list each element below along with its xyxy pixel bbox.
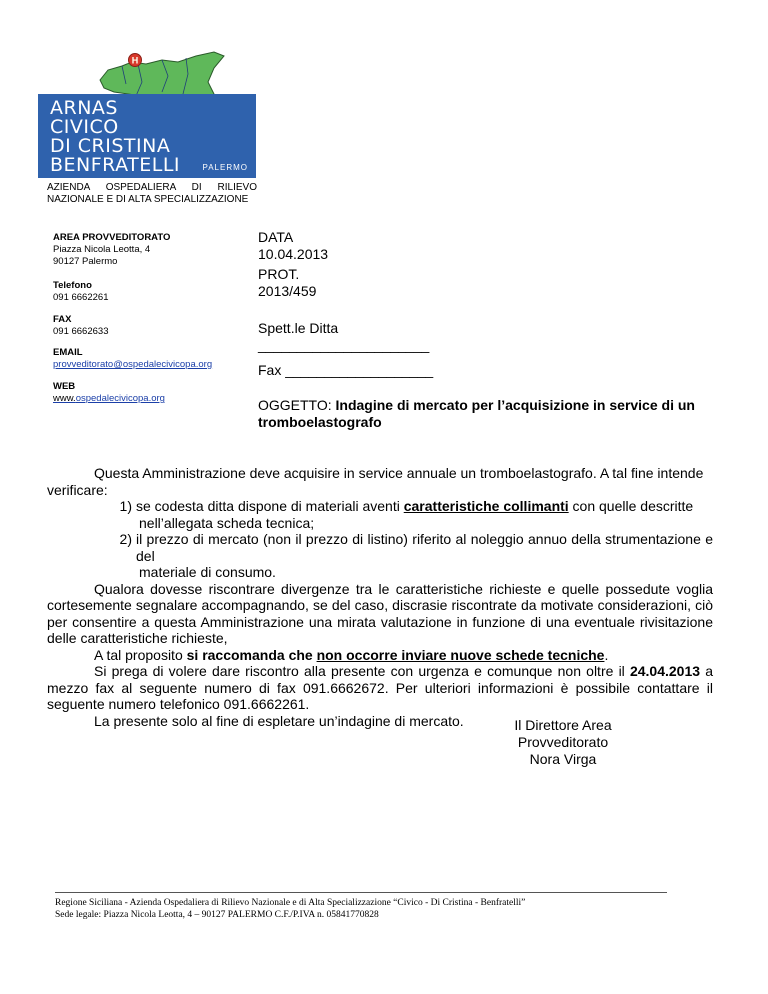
item2-cont: materiale di consumo. [139,564,276,580]
oggetto-block [258,397,718,431]
arnas-logo [38,42,256,178]
web-label: WEB [53,381,76,392]
item1-text: se codesta ditta dispone di materiali aventi [136,498,404,514]
item1-text-end: con quelle descritte [568,498,694,514]
item1-emphasis: caratteristiche collimanti [403,498,569,514]
intro-line: Questa Amministrazione deve acquisire in service annuale un tromboelastografo. A tal fine intende [94,465,704,481]
spett-line: ______________________ [258,337,430,353]
p3-underlined: non occorre inviare nuove schede tecniche [316,646,605,663]
contact-fax [53,314,108,338]
deadline-date: 24.04.2013 [629,663,701,679]
area-title: AREA PROVVEDITORATO [53,232,171,243]
p3-post: . [604,646,609,663]
telefono-label: Telefono [53,280,92,291]
footer [55,897,525,921]
prot-block [258,266,316,300]
oggetto-text-2: tromboelastografo [258,414,382,430]
footer-divider [55,892,667,893]
fax-label: FAX [53,314,72,325]
signature-title: Il Direttore Area Provveditorato [514,717,612,750]
oggetto-label: OGGETTO: [258,397,336,413]
data-label: DATA [258,229,294,245]
p3-bold: si raccomanda che [186,646,317,663]
p3-pre: A tal proposito [94,646,187,663]
sicily-map-icon [38,42,256,102]
prot-label: PROT. [258,266,300,282]
web-link[interactable] [53,393,165,405]
logo-line-2: CIVICO [50,116,119,138]
logo-banner [38,94,256,178]
list-item-2 [47,531,713,581]
item1-cont: nell’allegata scheda tecnica; [139,514,315,531]
spett-label: Spett.le Ditta [258,320,339,336]
footer-line-1: Regione Siciliana - Azienda Ospedaliera di Rilievo Nazionale e di Alta Specializzazione “Civico - Di Cristina - Benfratelli” [55,898,526,908]
list-num-2: 2) [119,531,132,547]
paragraph-riscontro [47,663,713,713]
azienda-line-2: NAZIONALE E DI ALTA SPECIALIZZAZIONE [47,194,249,205]
p4-pre: Si prega di volere dare riscontro alla presente con urgenza e comunque non oltre il [94,663,630,679]
paragraph-raccomanda [47,647,713,664]
address-line-1: Piazza Nicola Leotta, 4 [53,244,151,255]
oggetto-text: Indagine di mercato per l’acquisizione in service di un [335,397,695,413]
paragraph-closing: La presente solo al fine di espletare un’indagine di mercato. [94,712,464,729]
fax-value: 091 6662633 [53,326,109,337]
data-value: 10.04.2013 [258,246,329,262]
logo-line-4: BENFRATELLI [50,154,181,176]
date-block [258,229,328,263]
prot-value: 2013/459 [258,283,317,299]
intro-cont: verificare: [47,481,108,498]
item2-text: il prezzo di mercato (non il prezzo di listino) riferito al noleggio annuo della strumentazione e del [136,531,713,564]
logo-line-3: DI CRISTINA [50,135,171,157]
telefono-value: 091 6662261 [53,292,109,303]
address-line-2: 90127 Palermo [53,256,118,267]
signature-block [468,717,658,768]
letter-body [47,465,713,729]
email-link[interactable]: provveditorato@ospedalecivicopa.org [53,359,213,370]
fax-line: Fax ___________________ [258,362,434,378]
list-num-1: 1) [119,498,132,514]
contact-email [53,347,212,371]
recipient-block [258,320,429,354]
email-label: EMAIL [53,347,83,358]
web-domain: ospedalecivicopa.org [75,393,165,404]
list-item-1 [47,498,713,531]
p4-post: a mezzo fax al seguente numero di fax 091.6662672. Per ulteriori informazioni è possibile contattare il seguente numero telefonico 091.6662261. [47,663,713,712]
paragraph-divergenze: Qualora dovesse riscontrare divergenze tra le caratteristiche richieste e quelle possedute voglia cortesemente segnalare accompagnando, se del caso, discrasie riscontrate da motivate considerazioni, ciò per consentire a questa Amministrazione una mirata valutazione in funzione di una eventuale rivisitazione delle caratteristiche richieste, [47,580,713,646]
web-prefix: www. [53,393,76,404]
paragraph-intro [47,465,713,482]
hospital-badge: H [131,55,139,66]
signature-name: Nora Virga [529,751,597,767]
contact-web [53,381,165,405]
azienda-heading [47,182,257,206]
logo-line-1: ARNAS [50,97,118,119]
logo-city: PALERMO [202,163,248,172]
azienda-line-1: AZIENDA OSPEDALIERA DI RILIEVO [47,182,257,193]
contact-telefono [53,280,108,304]
footer-line-2: Sede legale: Piazza Nicola Leotta, 4 – 90127 PALERMO C.F./P.IVA n. 05841770828 [55,910,379,920]
contact-area [53,232,170,268]
